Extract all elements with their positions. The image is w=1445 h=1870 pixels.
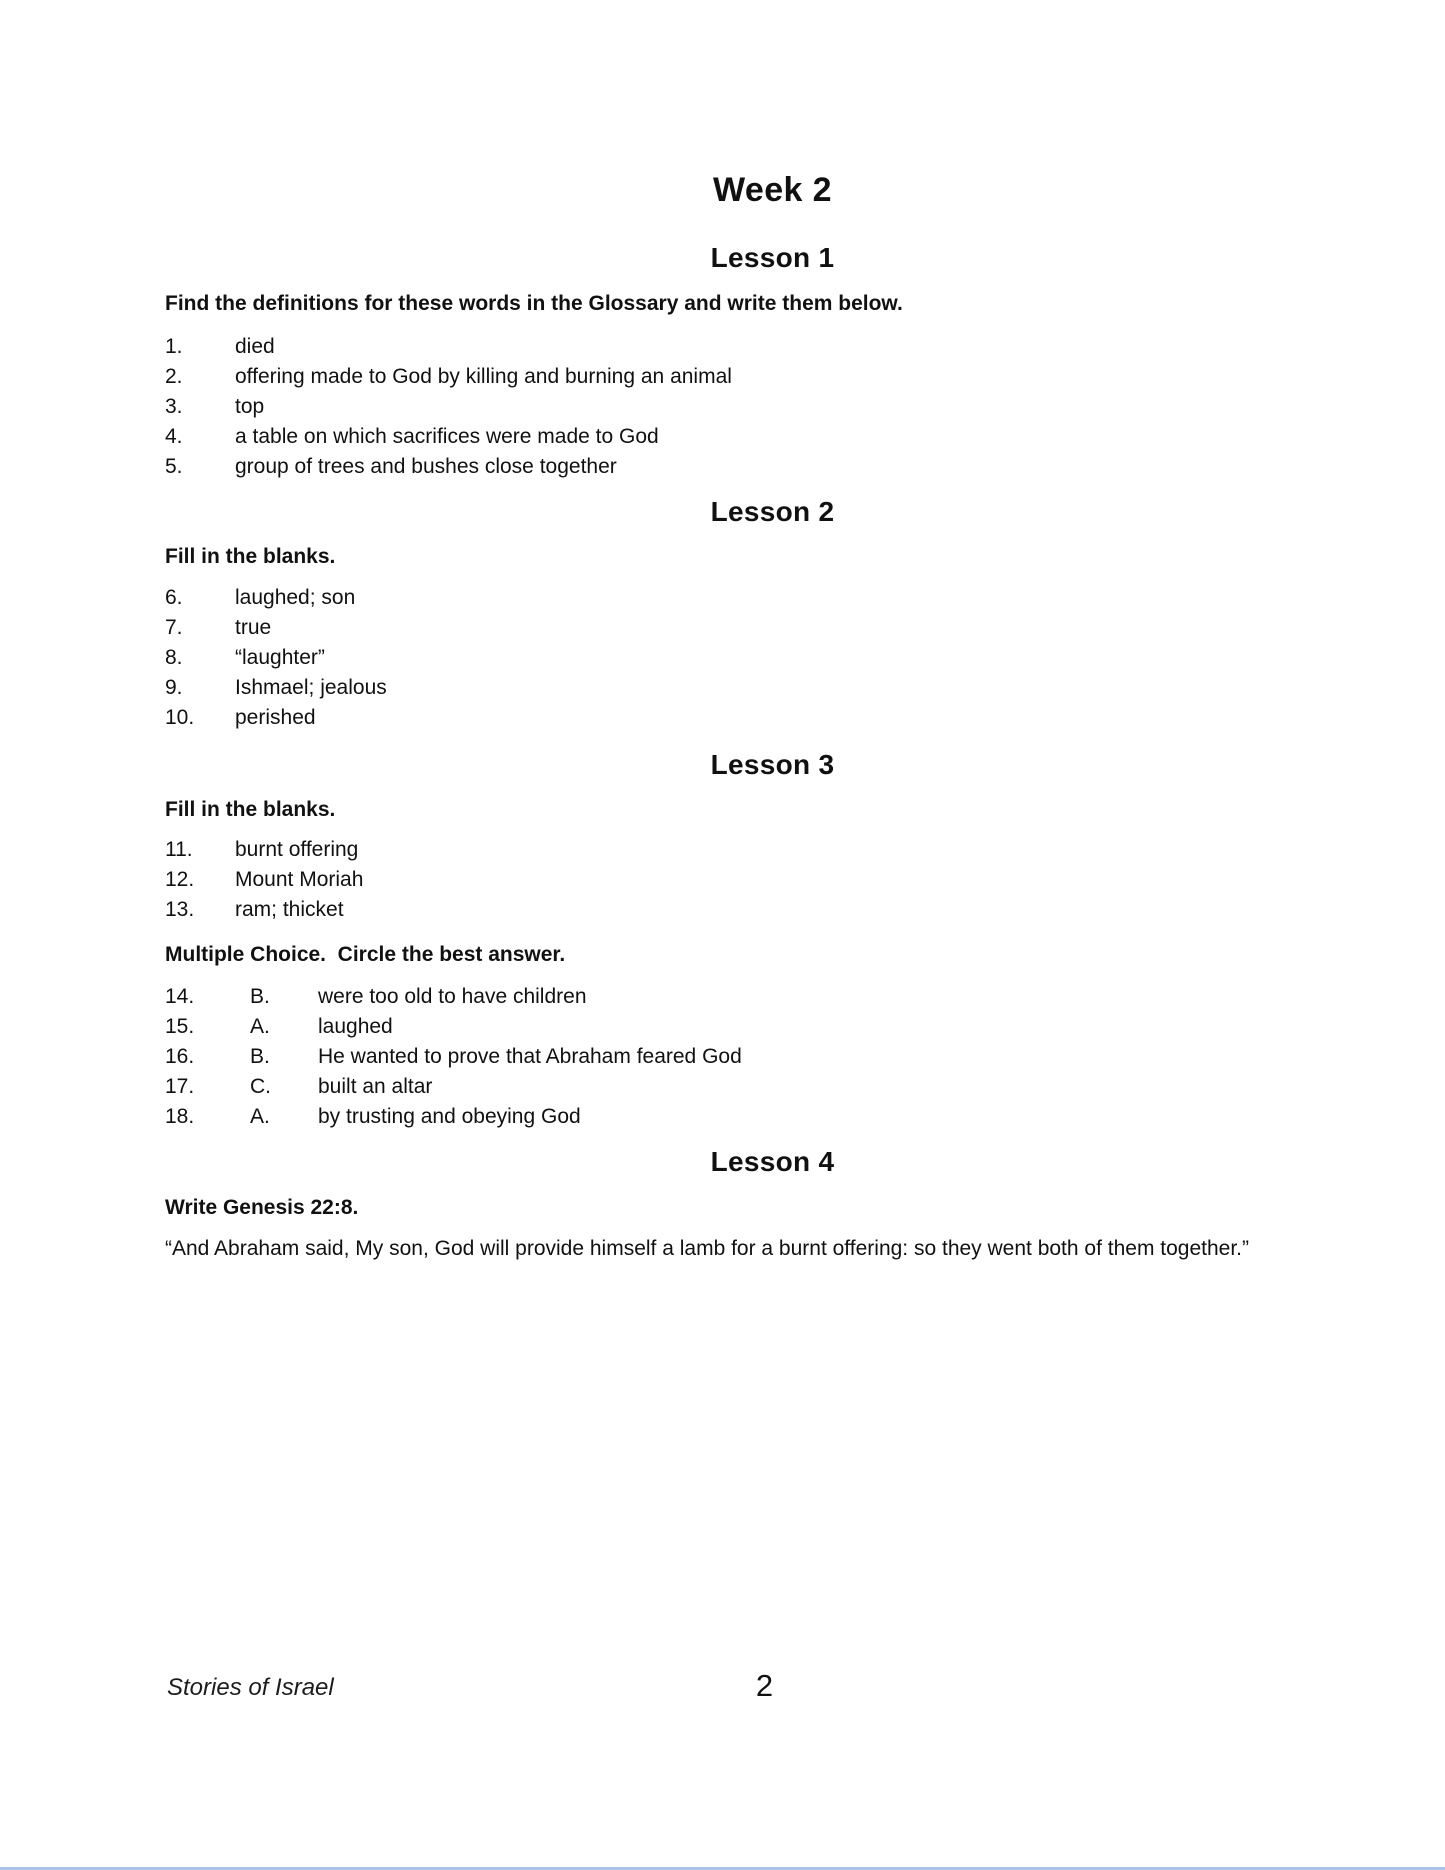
answer-item — [165, 703, 1380, 733]
page-footer — [165, 1670, 1380, 1710]
lesson-2-answer-list — [165, 583, 1380, 733]
answer-number: 14. — [165, 985, 195, 1008]
lesson-1-heading: Lesson 1 — [710, 242, 835, 273]
answer-number: 5. — [165, 455, 183, 478]
answer-number: 13. — [165, 898, 195, 921]
answer-text: died — [235, 335, 275, 358]
answer-number: 18. — [165, 1105, 195, 1128]
answer-text: “laughter” — [235, 646, 325, 669]
answer-text: true — [235, 616, 272, 639]
lesson-1-instruction: Find the definitions for these words in the Glossary and write them below. — [165, 292, 903, 315]
answer-number: 3. — [165, 395, 183, 418]
lesson-1-answer-list — [165, 332, 1380, 482]
answer-text: Mount Moriah — [235, 868, 364, 891]
choice-letter: A. — [250, 1105, 270, 1128]
answer-number: 15. — [165, 1015, 195, 1038]
answer-item — [165, 422, 1380, 452]
answer-text: by trusting and obeying God — [318, 1105, 581, 1128]
answer-item — [165, 643, 1380, 673]
answer-text: group of trees and bushes close together — [235, 455, 617, 478]
lesson-4-instruction: Write Genesis 22:8. — [165, 1196, 359, 1219]
lesson-4-heading: Lesson 4 — [710, 1146, 835, 1177]
answer-number: 16. — [165, 1045, 195, 1068]
lesson-3-instruction: Fill in the blanks. — [165, 798, 336, 821]
answer-number: 10. — [165, 706, 195, 729]
answer-text: laughed; son — [235, 586, 356, 609]
answer-text: ram; thicket — [235, 898, 344, 921]
answer-number: 7. — [165, 616, 183, 639]
verse-quote: “And Abraham said, My son, God will provide himself a lamb for a burnt offering: so they went both of them together.” — [165, 1237, 1250, 1260]
page-number: 2 — [755, 1668, 774, 1703]
multiple-choice-list — [165, 982, 1380, 1132]
answer-item — [165, 613, 1380, 643]
answer-number: 12. — [165, 868, 195, 891]
answer-item — [165, 332, 1380, 362]
choice-item — [165, 1012, 1380, 1042]
answer-item — [165, 673, 1380, 703]
answer-number: 2. — [165, 365, 183, 388]
answer-item — [165, 452, 1380, 482]
choice-letter: A. — [250, 1015, 270, 1038]
answer-number: 6. — [165, 586, 183, 609]
choice-item — [165, 1072, 1380, 1102]
answer-text: laughed — [318, 1015, 393, 1038]
choice-item — [165, 982, 1380, 1012]
answer-text: Ishmael; jealous — [235, 676, 387, 699]
lesson-2-instruction: Fill in the blanks. — [165, 545, 336, 568]
answer-text: burnt offering — [235, 838, 359, 861]
answer-text: top — [235, 395, 265, 418]
lesson-3-heading: Lesson 3 — [710, 749, 835, 780]
answer-text: perished — [235, 706, 316, 729]
choice-item — [165, 1102, 1380, 1132]
answer-number: 4. — [165, 425, 183, 448]
answer-item — [165, 392, 1380, 422]
lesson-3-answer-list — [165, 835, 1380, 925]
answer-item — [165, 865, 1380, 895]
choice-letter: C. — [250, 1075, 271, 1098]
page-content — [165, 0, 1380, 1263]
answer-item — [165, 362, 1380, 392]
choice-letter: B. — [250, 985, 270, 1008]
multiple-choice-instruction: Multiple Choice. Circle the best answer. — [165, 943, 566, 966]
answer-text: built an altar — [318, 1075, 433, 1098]
answer-item — [165, 835, 1380, 865]
answer-item — [165, 583, 1380, 613]
answer-text: offering made to God by killing and burning an animal — [235, 365, 732, 388]
footer-book-title: Stories of Israel — [167, 1674, 334, 1701]
answer-text: a table on which sacrifices were made to God — [235, 425, 659, 448]
lesson-2-heading: Lesson 2 — [710, 496, 835, 527]
answer-number: 17. — [165, 1075, 195, 1098]
choice-letter: B. — [250, 1045, 270, 1068]
choice-item — [165, 1042, 1380, 1072]
answer-number: 1. — [165, 335, 183, 358]
answer-number: 11. — [165, 838, 193, 861]
answer-text: were too old to have children — [318, 985, 587, 1008]
answer-number: 9. — [165, 676, 183, 699]
answer-item — [165, 895, 1380, 925]
answer-text: He wanted to prove that Abraham feared God — [318, 1045, 742, 1068]
answer-number: 8. — [165, 646, 183, 669]
week-title: Week 2 — [713, 171, 832, 209]
